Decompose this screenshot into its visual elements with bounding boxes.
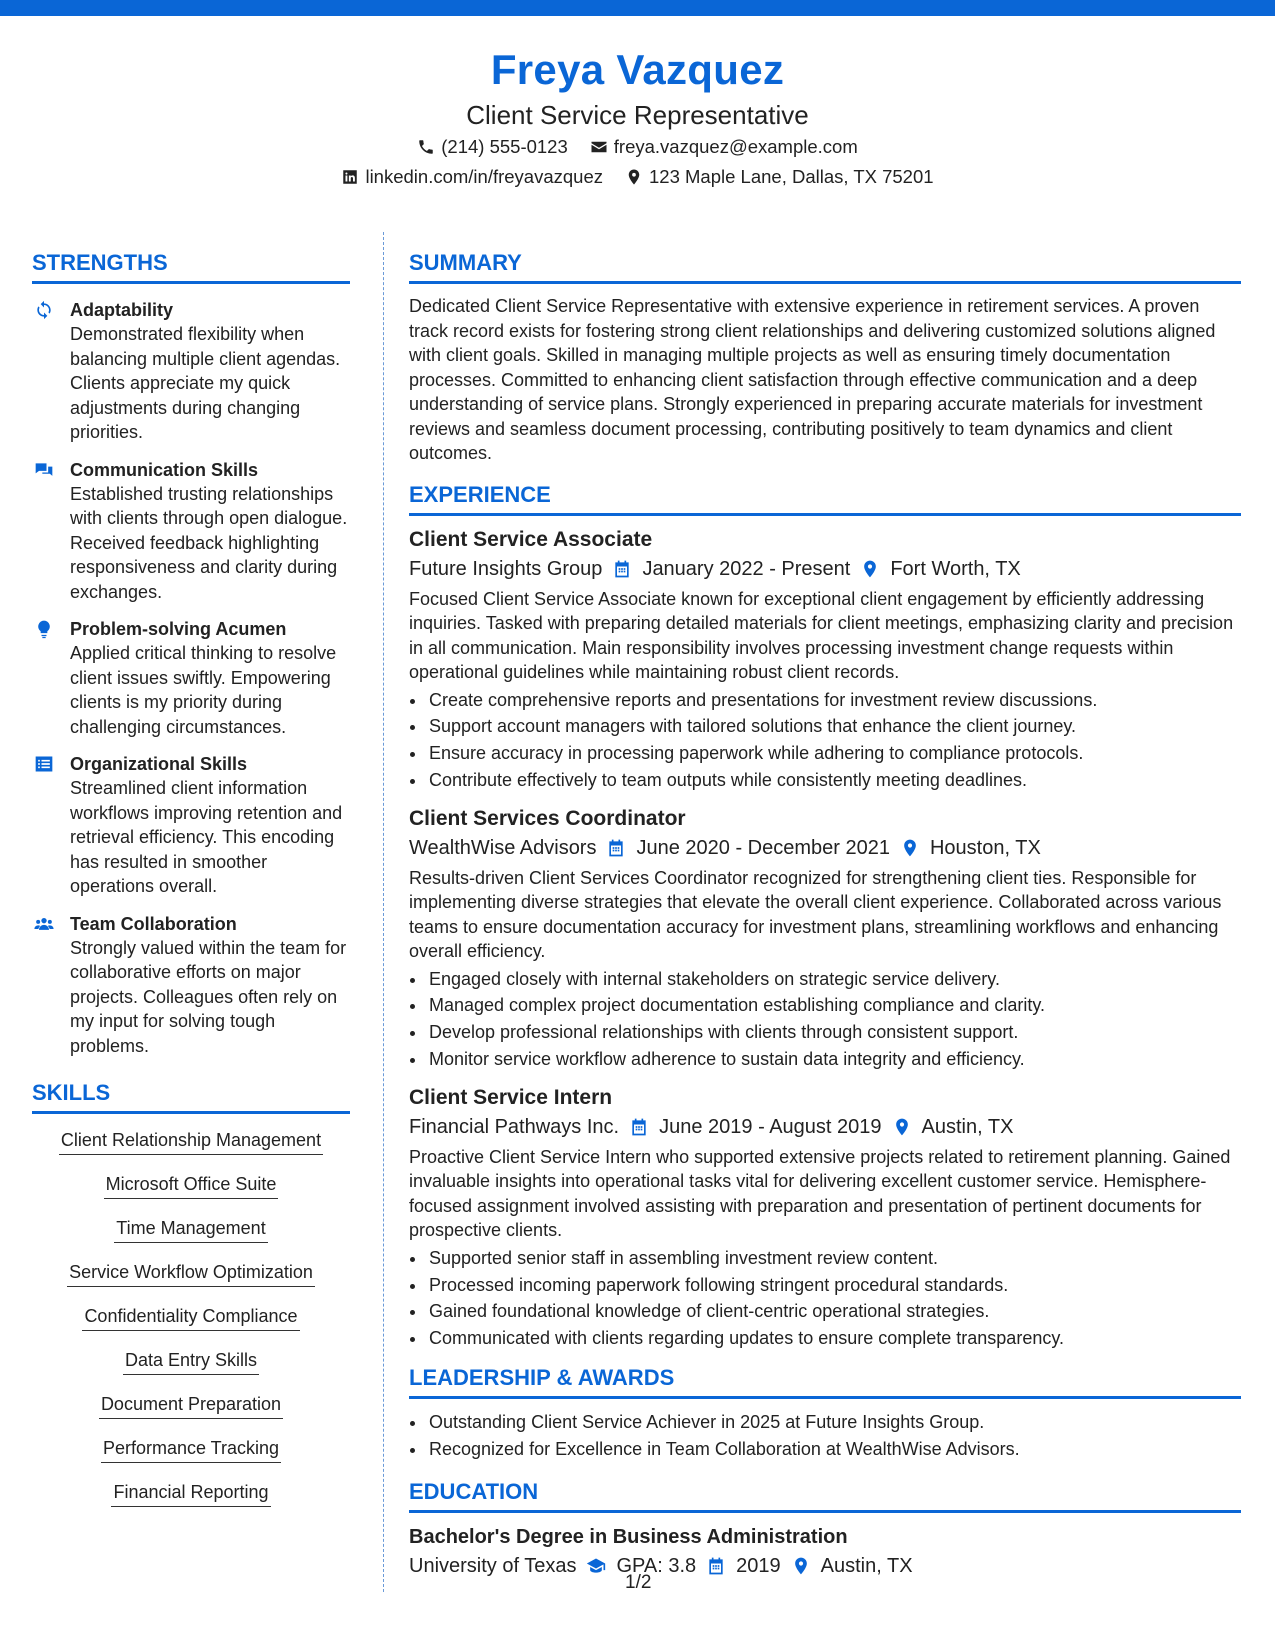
strength-name: Organizational Skills	[70, 754, 248, 774]
job-meta	[409, 554, 1241, 584]
linkedin-icon	[341, 168, 359, 186]
phone-contact	[417, 132, 568, 162]
strength-name: Communication Skills	[70, 459, 259, 480]
email-text[interactable]: freya.vazquez@example.com	[613, 136, 858, 157]
strength-desc: Established trusting relationships with clients through open dialogue. Received feedback highlighting responsiveness and clarity during exchanges.	[70, 483, 348, 602]
degree-name: Bachelor's Degree in Business Administration	[409, 1525, 848, 1548]
graduation-year: 2019	[736, 1554, 781, 1577]
summary-heading: SUMMARY	[409, 248, 1241, 284]
bullet-item: • Outstanding Client Service Achiever in 2025 at Future Insights Group.	[427, 1409, 1241, 1436]
skill-item	[32, 1348, 350, 1375]
right-column	[409, 248, 1241, 1584]
bullet-item: • Managed complex project documentation establishing compliance and clarity.	[427, 992, 1241, 1019]
address-contact	[625, 162, 934, 192]
left-column	[32, 248, 350, 1524]
job-description: Results-driven Client Services Coordinator recognized for strengthening client ties. Responsible for implementing diverse strategies that elevate the overall client experience. Collaborated across various teams to ensure documentation accuracy for investment plans, streamlining workflows and enhancing overall efficiency.	[409, 867, 1222, 962]
job-title: Client Service Associate	[409, 527, 653, 551]
calendar-icon	[629, 1117, 649, 1137]
job-meta	[409, 833, 1241, 863]
bullet-item: • Supported senior staff in assembling investment review content.	[427, 1245, 1241, 1272]
job-entry	[409, 805, 1241, 1073]
strength-desc: Applied critical thinking to resolve client issues swiftly. Empowering clients is my priority during challenging circumstances.	[70, 643, 337, 737]
list-icon	[34, 754, 54, 774]
skill-item	[32, 1260, 350, 1287]
skill-label: Client Relationship Management	[59, 1128, 323, 1155]
job-title: Client Services Coordinator	[409, 806, 686, 830]
strength-item	[32, 458, 350, 605]
bullet-item: • Processed incoming paperwork following stringent procedural standards.	[427, 1272, 1241, 1299]
skill-item	[32, 1436, 350, 1463]
phone-icon	[417, 138, 435, 156]
job-dates: June 2019 - August 2019	[659, 1115, 882, 1138]
leadership-bullets	[409, 1409, 1241, 1463]
job-meta	[409, 1112, 1241, 1142]
skill-item	[32, 1392, 350, 1419]
bullet-item: • Create comprehensive reports and presentations for investment review discussions.	[427, 687, 1241, 714]
bullet-item: • Ensure accuracy in processing paperwork while adhering to compliance protocols.	[427, 740, 1241, 767]
bullet-item: • Contribute effectively to team outputs while consistently meeting deadlines.	[427, 767, 1241, 794]
strength-desc: Demonstrated flexibility when balancing multiple client agendas. Clients appreciate my quick adjustments during changing priorities.	[70, 324, 341, 442]
job-bullets	[409, 1245, 1241, 1352]
lightbulb-icon	[34, 619, 54, 639]
page-number: 1/2	[625, 1572, 652, 1593]
bullet-item: • Engaged closely with internal stakeholders on strategic service delivery.	[427, 966, 1241, 993]
map-pin-icon	[625, 168, 643, 186]
skill-label: Data Entry Skills	[123, 1348, 259, 1375]
candidate-title: Client Service Representative	[466, 100, 809, 130]
job-entry	[409, 1084, 1241, 1352]
contact-row-2	[0, 162, 1275, 192]
job-location: Houston, TX	[929, 836, 1041, 859]
company-name: Financial Pathways Inc.	[409, 1115, 620, 1138]
skills-heading: SKILLS	[32, 1078, 350, 1114]
leadership-heading: LEADERSHIP & AWARDS	[409, 1363, 1241, 1399]
experience-heading: EXPERIENCE	[409, 480, 1241, 516]
skill-label: Microsoft Office Suite	[104, 1172, 279, 1199]
job-description: Focused Client Service Associate known for exceptional client engagement by efficiently addressing inquiries. Tasked with preparing detailed materials for client meetings, emphasizing clarity and precision in all communication. Main responsibility involves processing investment change requests within operational guidelines while maintaining robust client records.	[409, 588, 1234, 682]
education-meta	[409, 1551, 1241, 1581]
calendar-icon	[612, 559, 632, 579]
sync-icon	[34, 300, 54, 320]
bullet-item: • Develop professional relationships with clients through consistent support.	[427, 1019, 1241, 1046]
bullet-item: • Monitor service workflow adherence to sustain data integrity and efficiency.	[427, 1046, 1241, 1073]
skill-item	[32, 1172, 350, 1199]
skill-label: Document Preparation	[99, 1392, 283, 1419]
bullet-item: • Support account managers with tailored solutions that enhance the client journey.	[427, 713, 1241, 740]
job-location: Fort Worth, TX	[890, 557, 1021, 580]
contact-row-1	[0, 132, 1275, 162]
school-name: University of Texas	[409, 1554, 577, 1577]
strength-desc: Streamlined client information workflows improving retention and retrieval efficiency. This encoding has resulted in smoother operations overall.	[70, 778, 343, 896]
summary-text: Dedicated Client Service Representative with extensive experience in retirement services. A proven track record exists for fostering strong client relationships and delivering customized solutions aligned with client goals. Skilled in managing multiple projects as well as ensuring timely documentation processes. Committed to enhancing client satisfaction through effective communication and a deep understanding of service plans. Strongly experienced in preparing accurate materials for investment reviews and seamless document processing, contributing positively to team dynamics and client outcomes.	[409, 296, 1216, 463]
skill-label: Performance Tracking	[101, 1436, 281, 1463]
column-divider	[383, 232, 384, 1592]
job-bullets	[409, 966, 1241, 1073]
skill-label: Service Workflow Optimization	[67, 1260, 315, 1287]
job-dates: January 2022 - Present	[642, 557, 851, 580]
education-heading: EDUCATION	[409, 1477, 1241, 1513]
skill-label: Confidentiality Compliance	[82, 1304, 299, 1331]
job-location: Austin, TX	[921, 1115, 1014, 1138]
bullet-item: • Communicated with clients regarding updates to ensure complete transparency.	[427, 1325, 1241, 1352]
envelope-icon	[590, 138, 608, 156]
bullet-item: • Gained foundational knowledge of client-centric operational strategies.	[427, 1298, 1241, 1325]
phone-text: (214) 555-0123	[441, 136, 568, 157]
job-title: Client Service Intern	[409, 1085, 613, 1109]
comments-icon	[34, 460, 54, 480]
strength-item	[32, 912, 350, 1059]
skill-item	[32, 1304, 350, 1331]
strength-item	[32, 298, 350, 445]
job-entry	[409, 526, 1241, 794]
job-bullets	[409, 687, 1241, 794]
map-pin-icon	[791, 1556, 811, 1576]
top-accent-bar	[0, 0, 1275, 16]
linkedin-contact[interactable]	[341, 162, 603, 192]
job-description: Proactive Client Service Intern who supported extensive projects related to retirement planning. Gained invaluable insights into operational tasks vital for delivering excellent customer service. Hemisphere-focused assignment involved assisting with preparation and presentation of pertinent documents for prospective clients.	[409, 1146, 1231, 1241]
skill-item	[32, 1480, 350, 1507]
bullet-item: • Recognized for Excellence in Team Collaboration at WealthWise Advisors.	[427, 1436, 1241, 1463]
skill-item	[32, 1216, 350, 1243]
strength-name: Team Collaboration	[70, 913, 237, 934]
skill-label: Financial Reporting	[111, 1480, 270, 1507]
graduation-cap-icon	[586, 1556, 606, 1576]
map-pin-icon	[892, 1117, 912, 1137]
strength-name: Problem-solving Acumen	[70, 619, 287, 639]
skill-label: Time Management	[114, 1216, 267, 1243]
calendar-icon	[706, 1556, 726, 1576]
company-name: WealthWise Advisors	[409, 836, 597, 859]
skill-item	[32, 1128, 350, 1155]
calendar-icon	[606, 838, 626, 858]
strengths-heading: STRENGTHS	[32, 248, 350, 284]
job-dates: June 2020 - December 2021	[636, 836, 890, 859]
strength-name: Adaptability	[70, 300, 174, 320]
candidate-name: Freya Vazquez	[490, 46, 785, 93]
users-icon	[34, 914, 54, 934]
strength-item	[32, 617, 350, 739]
gpa-text: GPA: 3.8	[616, 1554, 697, 1577]
linkedin-text[interactable]: linkedin.com/in/freyavazquez	[365, 166, 603, 187]
education-location: Austin, TX	[820, 1554, 913, 1577]
address-text: 123 Maple Lane, Dallas, TX 75201	[649, 166, 934, 187]
company-name: Future Insights Group	[409, 557, 603, 580]
map-pin-icon	[900, 838, 920, 858]
email-contact[interactable]	[590, 132, 858, 162]
resume-header	[0, 44, 1275, 192]
map-pin-icon	[860, 559, 880, 579]
strength-item	[32, 752, 350, 899]
strength-desc: Strongly valued within the team for collaborative efforts on major projects. Colleagues often rely on my input for solving tough problems.	[70, 937, 347, 1056]
